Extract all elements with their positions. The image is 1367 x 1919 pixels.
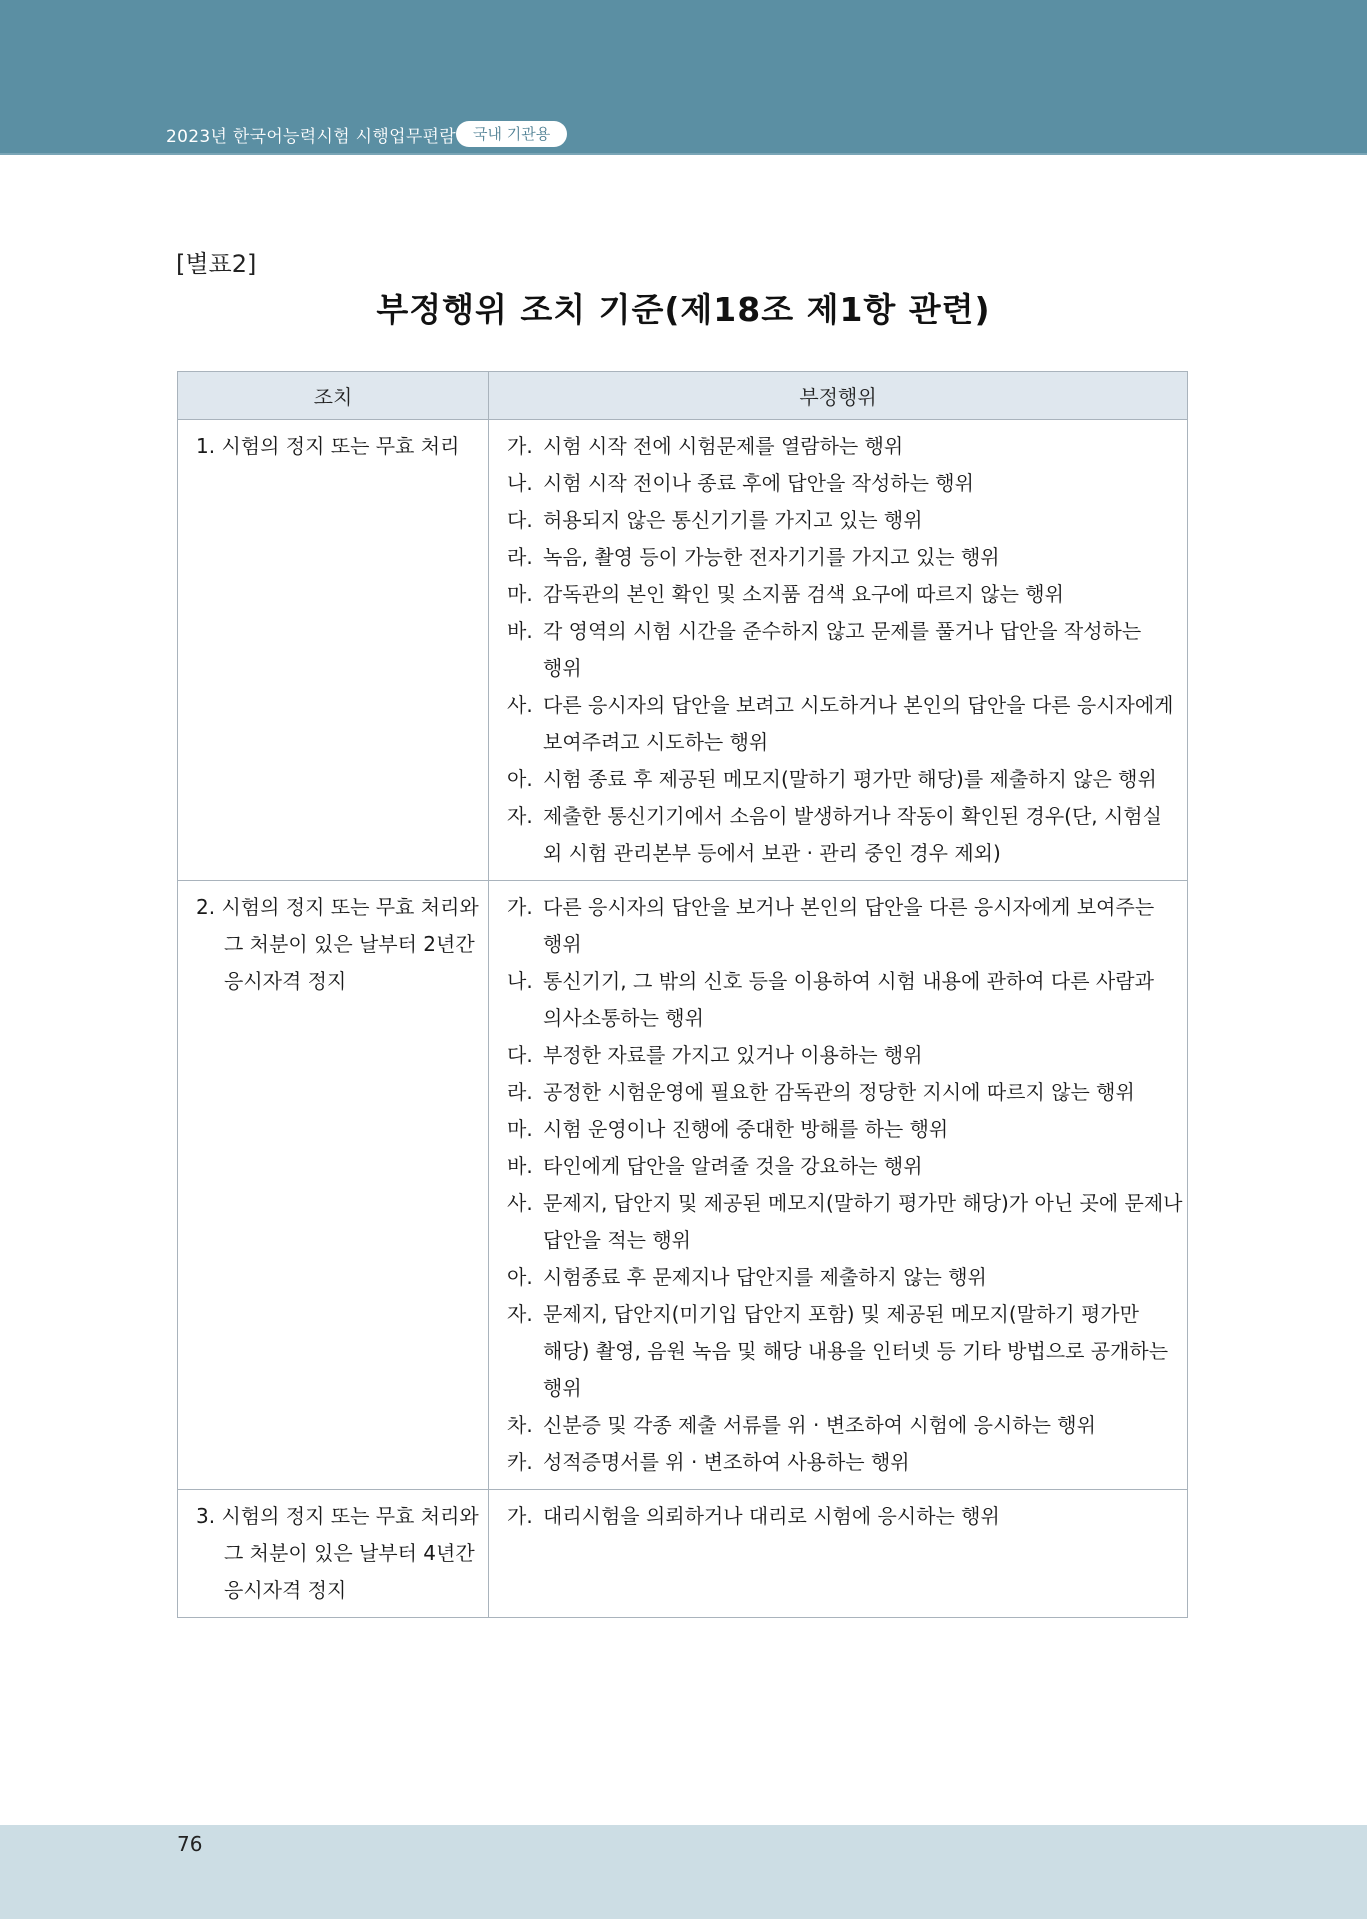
item-marker: 가. — [507, 434, 533, 458]
item-text: 답안을 적는 행위 — [543, 1228, 691, 1252]
header-badge: 국내 기관용 — [456, 121, 567, 147]
item-marker: 아. — [507, 767, 533, 791]
misconduct-item — [507, 1333, 1171, 1370]
table-header-row — [178, 372, 1188, 420]
item-text: 감독관의 본인 확인 및 소지품 검색 요구에 따르지 않는 행위 — [543, 582, 1064, 606]
misconduct-item — [507, 1185, 1183, 1222]
item-marker: 가. — [507, 895, 533, 919]
item-marker: 아. — [507, 1265, 533, 1289]
misconduct-item — [507, 576, 1171, 613]
item-text: 행위 — [543, 1376, 582, 1400]
measure-text: 3. 시험의 정지 또는 무효 처리와 — [196, 1504, 479, 1528]
header-title: 2023년 한국어능력시험 시행업무편람 — [166, 127, 456, 147]
item-text: 부정한 자료를 가지고 있거나 이용하는 행위 — [543, 1043, 923, 1067]
measure-text: 그 처분이 있은 날부터 4년간 — [224, 1541, 475, 1565]
misconduct-cell — [489, 881, 1188, 1490]
misconduct-item — [507, 926, 1171, 963]
item-marker: 사. — [507, 1191, 533, 1215]
item-text: 통신기기, 그 밖의 신호 등을 이용하여 시험 내용에 관하여 다른 사람과 — [543, 969, 1154, 993]
misconduct-item — [507, 1498, 1171, 1535]
item-text: 공정한 시험운영에 필요한 감독관의 정당한 지시에 따르지 않는 행위 — [543, 1080, 1135, 1104]
item-marker: 자. — [507, 1302, 533, 1326]
misconduct-item — [507, 835, 1171, 872]
misconduct-item — [507, 798, 1171, 835]
item-text: 시험 운영이나 진행에 중대한 방해를 하는 행위 — [543, 1117, 949, 1141]
misconduct-cell — [489, 1490, 1188, 1618]
misconduct-item — [507, 428, 1171, 465]
measure-text: 응시자격 정지 — [224, 1578, 347, 1602]
item-marker: 라. — [507, 1080, 533, 1104]
item-marker: 마. — [507, 1117, 533, 1141]
item-marker: 라. — [507, 545, 533, 569]
misconduct-item — [507, 1111, 1171, 1148]
item-text: 행위 — [543, 932, 582, 956]
item-marker: 바. — [507, 619, 533, 643]
item-text: 제출한 통신기기에서 소음이 발생하거나 작동이 확인된 경우(단, 시험실 — [543, 804, 1162, 828]
item-text: 문제지, 답안지 및 제공된 메모지(말하기 평가만 해당)가 아닌 곳에 문제나 — [543, 1191, 1183, 1215]
item-text: 다른 응시자의 답안을 보거나 본인의 답안을 다른 응시자에게 보여주는 — [543, 895, 1155, 919]
item-text: 신분증 및 각종 제출 서류를 위 · 변조하여 시험에 응시하는 행위 — [543, 1413, 1096, 1437]
misconduct-item — [507, 687, 1174, 724]
item-marker: 나. — [507, 969, 533, 993]
item-text: 외 시험 관리본부 등에서 보관 · 관리 중인 경우 제외) — [543, 841, 1001, 865]
measure-text: 그 처분이 있은 날부터 2년간 — [224, 932, 475, 956]
page-number: 76 — [177, 1832, 203, 1856]
item-marker: 차. — [507, 1413, 533, 1437]
item-marker: 다. — [507, 1043, 533, 1067]
item-text: 성적증명서를 위 · 변조하여 사용하는 행위 — [543, 1450, 910, 1474]
item-text: 각 영역의 시험 시간을 준수하지 않고 문제를 풀거나 답안을 작성하는 — [543, 619, 1142, 643]
measure-cell — [178, 881, 489, 1490]
item-text: 다른 응시자의 답안을 보려고 시도하거나 본인의 답안을 다른 응시자에게 — [543, 693, 1174, 717]
item-marker: 다. — [507, 508, 533, 532]
column-header-measure: 조치 — [178, 372, 489, 420]
item-text: 시험 시작 전에 시험문제를 열람하는 행위 — [543, 434, 904, 458]
misconduct-item — [507, 465, 1171, 502]
table-row — [178, 420, 1188, 881]
item-text: 보여주려고 시도하는 행위 — [543, 730, 769, 754]
measure-cell — [178, 420, 489, 881]
item-text: 시험 시작 전이나 종료 후에 답안을 작성하는 행위 — [543, 471, 974, 495]
item-text: 해당) 촬영, 음원 녹음 및 해당 내용을 인터넷 등 기타 방법으로 공개하는 — [543, 1339, 1169, 1363]
misconduct-item — [507, 1074, 1171, 1111]
footer-band — [0, 1825, 1367, 1919]
item-text: 문제지, 답안지(미기입 답안지 포함) 및 제공된 메모지(말하기 평가만 — [543, 1302, 1139, 1326]
misconduct-item — [507, 1407, 1171, 1444]
misconduct-item — [507, 1296, 1171, 1333]
misconduct-item — [507, 613, 1171, 650]
measure-text: 응시자격 정지 — [224, 969, 347, 993]
item-text: 시험종료 후 문제지나 답안지를 제출하지 않는 행위 — [543, 1265, 987, 1289]
misconduct-item — [507, 889, 1171, 926]
misconduct-cell — [489, 420, 1188, 881]
misconduct-item — [507, 724, 1171, 761]
item-text: 행위 — [543, 656, 582, 680]
measure-text: 2. 시험의 정지 또는 무효 처리와 — [196, 895, 479, 919]
misconduct-item — [507, 1148, 1171, 1185]
misconduct-item — [507, 650, 1171, 687]
misconduct-item — [507, 502, 1171, 539]
column-header-misconduct: 부정행위 — [489, 372, 1188, 420]
table-body — [178, 420, 1188, 1618]
item-marker: 마. — [507, 582, 533, 606]
misconduct-table — [177, 371, 1188, 1618]
misconduct-item — [507, 1222, 1171, 1259]
misconduct-item — [507, 1259, 1171, 1296]
item-marker: 카. — [507, 1450, 533, 1474]
item-marker: 나. — [507, 471, 533, 495]
table-row — [178, 881, 1188, 1490]
appendix-label: [별표2] — [176, 250, 257, 278]
misconduct-item — [507, 539, 1171, 576]
page-title: 부정행위 조치 기준(제18조 제1항 관련) — [376, 290, 991, 329]
item-text: 의사소통하는 행위 — [543, 1006, 704, 1030]
item-text: 녹음, 촬영 등이 가능한 전자기기를 가지고 있는 행위 — [543, 545, 1000, 569]
item-marker: 자. — [507, 804, 533, 828]
item-text: 대리시험을 의뢰하거나 대리로 시험에 응시하는 행위 — [543, 1504, 1000, 1528]
misconduct-item — [507, 1370, 1171, 1407]
item-marker: 가. — [507, 1504, 533, 1528]
misconduct-item — [507, 1000, 1171, 1037]
table-row — [178, 1490, 1188, 1618]
misconduct-item — [507, 1037, 1171, 1074]
misconduct-item — [507, 963, 1171, 1000]
misconduct-item — [507, 1444, 1171, 1481]
item-marker: 사. — [507, 693, 533, 717]
item-text: 시험 종료 후 제공된 메모지(말하기 평가만 해당)를 제출하지 않은 행위 — [543, 767, 1157, 791]
item-text: 타인에게 답안을 알려줄 것을 강요하는 행위 — [543, 1154, 923, 1178]
item-marker: 바. — [507, 1154, 533, 1178]
item-text: 허용되지 않은 통신기기를 가지고 있는 행위 — [543, 508, 923, 532]
measure-text: 1. 시험의 정지 또는 무효 처리 — [196, 434, 460, 458]
misconduct-item — [507, 761, 1171, 798]
measure-cell — [178, 1490, 489, 1618]
